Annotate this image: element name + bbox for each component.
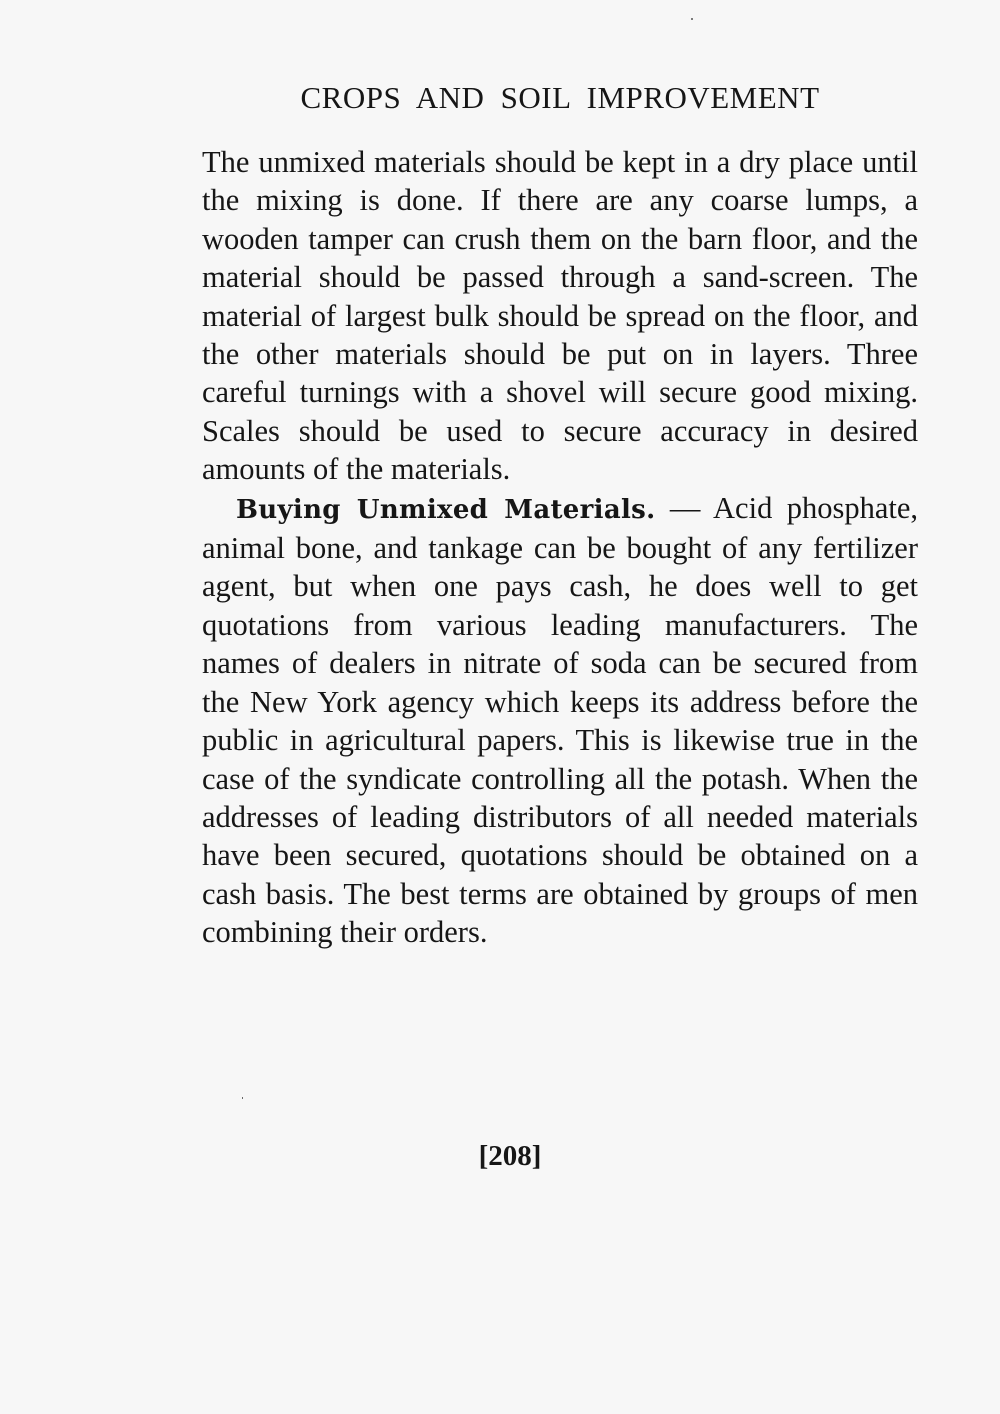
run-in-heading: Buying Unmixed Materials. xyxy=(236,494,656,525)
paragraph-mixing xyxy=(202,143,918,489)
running-header: CROPS AND SOIL IMPROVEMENT xyxy=(300,80,820,115)
paragraph-text: — Acid phosphate, animal bone, and tankage can be bought of any fertilizer agent, but when one pays cash, he does well to get quotations from various leading manufacturers. The names of dealers in nitrate of soda can be secured from the New York agency which keeps its address before the public in agricultural papers. This is likewise true in the case of the syndicate controlling all the potash. When the addresses of leading distributors of all needed materials have been secured, quotations should be obtained on a cash basis. The best terms are obtained by groups of men combining their orders. xyxy=(202,490,918,950)
scan-speck xyxy=(242,1097,243,1099)
page-number: [208] xyxy=(478,1140,542,1172)
body-text xyxy=(202,143,918,952)
scan-speck xyxy=(691,18,693,20)
paragraph-text: The unmixed materials should be kept in a dry place until the mixing is done. If there are any coarse lumps, a wooden tamper can crush them on the barn floor, and the material should be passed through a sand-screen. The material of largest bulk should be spread on the floor, and the other materials should be put on in layers. Three careful turnings with a shovel will secure good mixing. Scales should be used to secure accuracy in desired amounts of the materials. xyxy=(202,145,918,487)
paragraph-buying-unmixed-materials xyxy=(202,489,918,952)
